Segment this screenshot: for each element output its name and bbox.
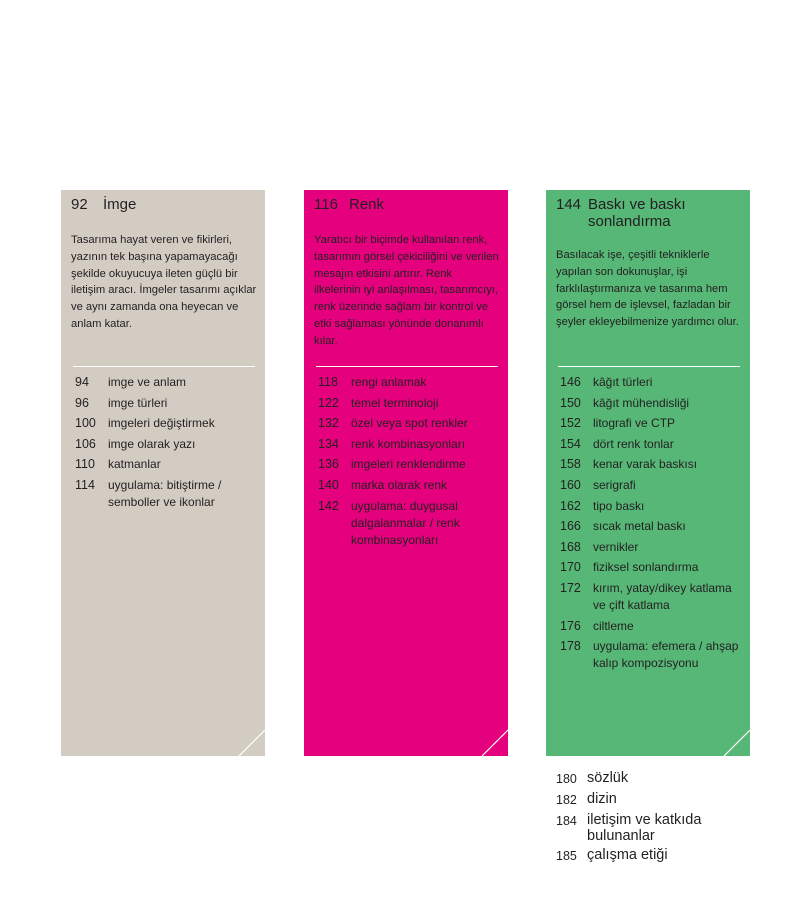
toc-entry[interactable] xyxy=(560,638,746,672)
toc-entry[interactable] xyxy=(318,477,504,494)
section-title: İmge xyxy=(103,196,137,213)
toc-title: litografi ve CTP xyxy=(593,416,676,431)
toc-entry[interactable] xyxy=(560,436,746,453)
toc-page: 166 xyxy=(560,519,581,534)
toc-entry[interactable] xyxy=(560,456,746,473)
back-matter-entry[interactable] xyxy=(556,770,756,788)
toc-entry[interactable] xyxy=(560,580,746,614)
section-panel-baski xyxy=(546,190,750,756)
toc-page: 134 xyxy=(318,436,339,451)
toc-page: 154 xyxy=(560,436,581,451)
section-heading xyxy=(71,196,257,213)
toc-page: 114 xyxy=(75,477,95,492)
toc-title: uygulama: bitiştirme / semboller ve ikonlar xyxy=(108,477,222,509)
section-page-number: 116 xyxy=(314,196,338,213)
section-title: Renk xyxy=(349,196,385,213)
toc-entry[interactable] xyxy=(75,415,261,432)
toc-title: tipo baskı xyxy=(593,498,645,513)
back-matter-title: dizin xyxy=(587,791,617,807)
toc-entry[interactable] xyxy=(318,374,504,391)
toc-page: 118 xyxy=(318,375,338,389)
toc-page: 106 xyxy=(75,436,96,451)
toc-title: renk kombinasyonları xyxy=(351,436,466,451)
divider-line xyxy=(316,366,498,367)
toc-title: marka olarak renk xyxy=(351,477,448,492)
section-page-number: 144 xyxy=(556,196,582,213)
toc-title: imgeleri değiştirmek xyxy=(108,416,215,431)
toc-title: kâğıt mühendisliği xyxy=(593,395,690,410)
toc-entry[interactable] xyxy=(318,456,504,473)
toc-page: 140 xyxy=(318,477,339,492)
toc-list xyxy=(75,374,261,515)
toc-page: 160 xyxy=(560,477,581,492)
toc-entry[interactable] xyxy=(318,395,504,412)
toc-page: 150 xyxy=(560,395,581,410)
toc-page: 142 xyxy=(318,498,339,513)
toc-page: 152 xyxy=(560,416,581,431)
back-matter-page: 182 xyxy=(556,793,577,807)
toc-title: uygulama: efemera / ahşap kalıp kompozisyonu xyxy=(593,639,739,671)
toc-list xyxy=(318,374,504,552)
toc-entry[interactable] xyxy=(75,477,261,511)
toc-page: 170 xyxy=(560,560,581,575)
toc-entry[interactable] xyxy=(560,395,746,412)
toc-entry[interactable] xyxy=(318,415,504,432)
toc-page: 110 xyxy=(75,457,95,472)
toc-title: imge türleri xyxy=(108,395,168,410)
back-matter-page: 180 xyxy=(556,772,577,786)
toc-entry[interactable] xyxy=(75,456,261,473)
toc-entry[interactable] xyxy=(560,374,746,391)
toc-page: 132 xyxy=(318,416,339,431)
toc-page: 100 xyxy=(75,416,96,431)
back-matter-title: sözlük xyxy=(587,770,629,786)
back-matter-title: iletişim ve katkıda bulunanlar xyxy=(587,812,702,844)
toc-page: 176 xyxy=(560,618,581,633)
section-page-number: 92 xyxy=(71,196,88,213)
toc-page: 172 xyxy=(560,580,581,595)
back-matter-entry[interactable] xyxy=(556,812,756,844)
toc-entry[interactable] xyxy=(560,518,746,535)
toc-title: sıcak metal baskı xyxy=(593,519,686,534)
toc-title: rengi anlamak xyxy=(351,375,427,389)
divider-line xyxy=(73,366,255,367)
toc-title: imge olarak yazı xyxy=(108,436,196,451)
section-heading xyxy=(314,196,500,213)
toc-entry[interactable] xyxy=(318,498,504,549)
toc-entry[interactable] xyxy=(560,415,746,432)
toc-title: serigrafi xyxy=(593,477,636,492)
toc-list xyxy=(560,374,746,676)
section-description: Yaratıcı bir biçimde kullanılan renk, tasarımın görsel çekiciliğini ve verilen mesajın etkisini artırır. Renk ilkelerinin iyi anlaşılması, tasarımcıyı, renk üzerinde sağlam bir kontrol ve etki sağlaması yönünde donanımlı kılar. xyxy=(314,234,499,347)
page-corner-mark-icon xyxy=(233,724,265,756)
toc-page: 122 xyxy=(318,395,339,410)
toc-entry[interactable] xyxy=(75,436,261,453)
toc-entry[interactable] xyxy=(560,539,746,556)
section-panel-imge xyxy=(61,190,265,756)
toc-title: ciltleme xyxy=(593,618,634,633)
back-matter-list xyxy=(556,770,756,868)
section-panel-renk xyxy=(304,190,508,756)
toc-title: özel veya spot renkler xyxy=(351,416,468,431)
toc-title: temel terminoloji xyxy=(351,395,439,410)
back-matter-page: 184 xyxy=(556,814,577,828)
toc-page: 168 xyxy=(560,539,581,554)
toc-page: 146 xyxy=(560,375,581,389)
toc-title: kenar varak baskısı xyxy=(593,457,698,472)
toc-entry[interactable] xyxy=(560,477,746,494)
section-description: Basılacak işe, çeşitli tekniklerle yapılan son dokunuşlar, işi farklılaştırmanıza ve tasarıma hem görsel hem de işlevsel, fazladan bir şeyler ekleyebilmenize yardımcı olur. xyxy=(556,249,739,329)
toc-entry[interactable] xyxy=(560,559,746,576)
toc-entry[interactable] xyxy=(75,395,261,412)
section-description: Tasarıma hayat veren ve fikirleri, yazının tek başına yapamayacağı şekilde okuyucuya ileten güçlü bir iletişim aracı. İmgeler tasarımı açıklar ve aynı zamanda ona heyecan ve anlam katar. xyxy=(71,234,257,330)
page-corner-mark-icon xyxy=(476,724,508,756)
toc-entry[interactable] xyxy=(560,498,746,515)
toc-page: 96 xyxy=(75,395,89,410)
back-matter-entry[interactable] xyxy=(556,847,756,865)
toc-title: uygulama: duygusal dalgalanmalar / renk kombinasyonları xyxy=(351,498,460,547)
back-matter-entry[interactable] xyxy=(556,791,756,809)
toc-title: vernikler xyxy=(593,539,639,554)
section-heading xyxy=(556,196,742,230)
toc-title: kâğıt türleri xyxy=(593,375,653,389)
toc-title: kırım, yatay/dikey katlama ve çift katlama xyxy=(593,580,732,612)
toc-entry[interactable] xyxy=(318,436,504,453)
toc-entry[interactable] xyxy=(75,374,261,391)
section-title: Baskı ve baskı sonlandırma xyxy=(588,196,686,230)
divider-line xyxy=(558,366,740,367)
toc-title: fiziksel sonlandırma xyxy=(593,560,699,575)
back-matter-page: 185 xyxy=(556,849,577,863)
toc-title: imge ve anlam xyxy=(108,375,187,389)
toc-title: imgeleri renklendirme xyxy=(351,457,466,472)
toc-entry[interactable] xyxy=(560,618,746,635)
toc-page: 162 xyxy=(560,498,581,513)
back-matter-title: çalışma etiği xyxy=(587,847,668,863)
toc-page: 178 xyxy=(560,639,581,654)
toc-page: 158 xyxy=(560,457,581,472)
toc-page: 136 xyxy=(318,457,339,472)
toc-title: katmanlar xyxy=(108,457,161,472)
page-corner-mark-icon xyxy=(718,724,750,756)
toc-page: 94 xyxy=(75,375,89,389)
toc-title: dört renk tonlar xyxy=(593,436,674,451)
